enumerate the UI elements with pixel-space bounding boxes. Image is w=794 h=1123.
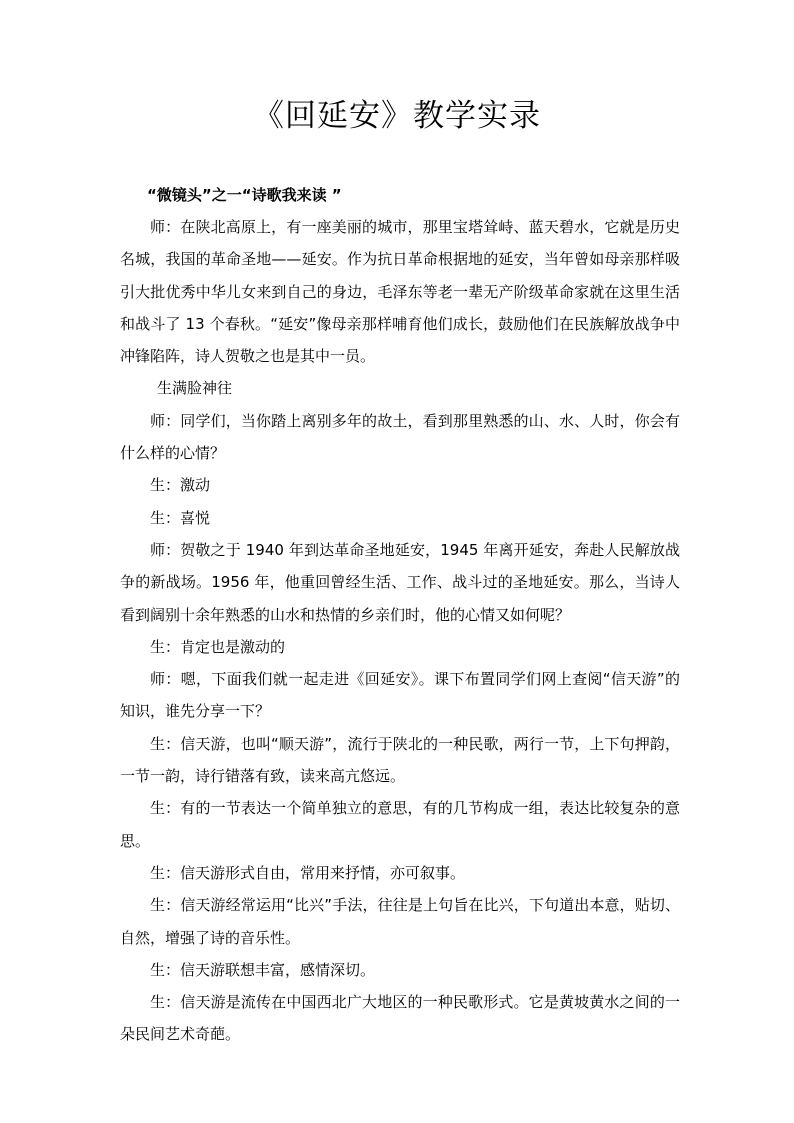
- paragraph-student-answer: 生：肯定也是激动的: [150, 637, 286, 656]
- paragraph-student-answer: 生：喜悦: [150, 508, 211, 527]
- paragraph-teacher-intro: 师：在陕北高原上，有一座美丽的城市，那里宝塔耸峙、蓝天碧水，它就是历史名城，我国的革命圣地——延安。作为抗日革命根据地的延安，当年曾如母亲那样吸引大批优秀中华儿女来到自己的身边，毛泽东等老一辈无产阶级革命家就在这里生活和战斗了 13 个春秋。“延安”像母亲那样哺育他们成长，鼓励他们在民族解放战争中冲锋陷阵，诗人贺敬之也是其中一员。: [120, 218, 680, 366]
- paragraph-teacher-prompt: 师：嗯，下面我们就一起走进《回延安》。课下布置同学们网上查阅“信天游”的知识，谁先分享一下？: [120, 670, 680, 721]
- paragraph-student-answer: 生：有的一节表达一个简单独立的意思，有的几节构成一组，表达比较复杂的意思。: [120, 799, 680, 850]
- document-body: [120, 182, 680, 1051]
- paragraph-student-reaction: 生满脸神往: [157, 379, 233, 398]
- paragraph-student-answer: 生：激动: [150, 476, 211, 495]
- section-heading: “微镜头”之一“诗歌我来读 ”: [147, 186, 342, 204]
- paragraph-student-answer: 生：信天游，也叫“顺天游”，流行于陕北的一种民歌，两行一节，上下句押韵，一节一韵，诗行错落有致，读来高亢悠远。: [120, 734, 680, 786]
- document-title: 《回延安》教学实录: [253, 98, 541, 134]
- paragraph-student-answer: 生：信天游是流传在中国西北广大地区的一种民歌形式。它是黄坡黄水之间的一朵民间艺术奇葩。: [120, 993, 680, 1044]
- paragraph-teacher-background: 师：贺敬之于 1940 年到达革命圣地延安，1945 年离开延安，奔赴人民解放战争的新战场。1956 年，他重回曾经生活、工作、战斗过的圣地延安。那么，当诗人看到阔别十余年熟悉的山水和热情的乡亲们时，他的心情又如何呢？: [120, 540, 680, 624]
- paragraph-student-answer: 生：信天游形式自由，常用来抒情，亦可叙事。: [150, 863, 466, 882]
- paragraph-student-answer: 生：信天游联想丰富，感情深切。: [150, 960, 376, 979]
- paragraph-teacher-question: 师：同学们，当你踏上离别多年的故土，看到那里熟悉的山、水、人时，你会有什么样的心情？: [120, 411, 680, 463]
- paragraph-student-answer: 生：信天游经常运用“比兴”手法，往往是上句旨在比兴，下句道出本意，贴切、自然，增强了诗的音乐性。: [120, 896, 680, 947]
